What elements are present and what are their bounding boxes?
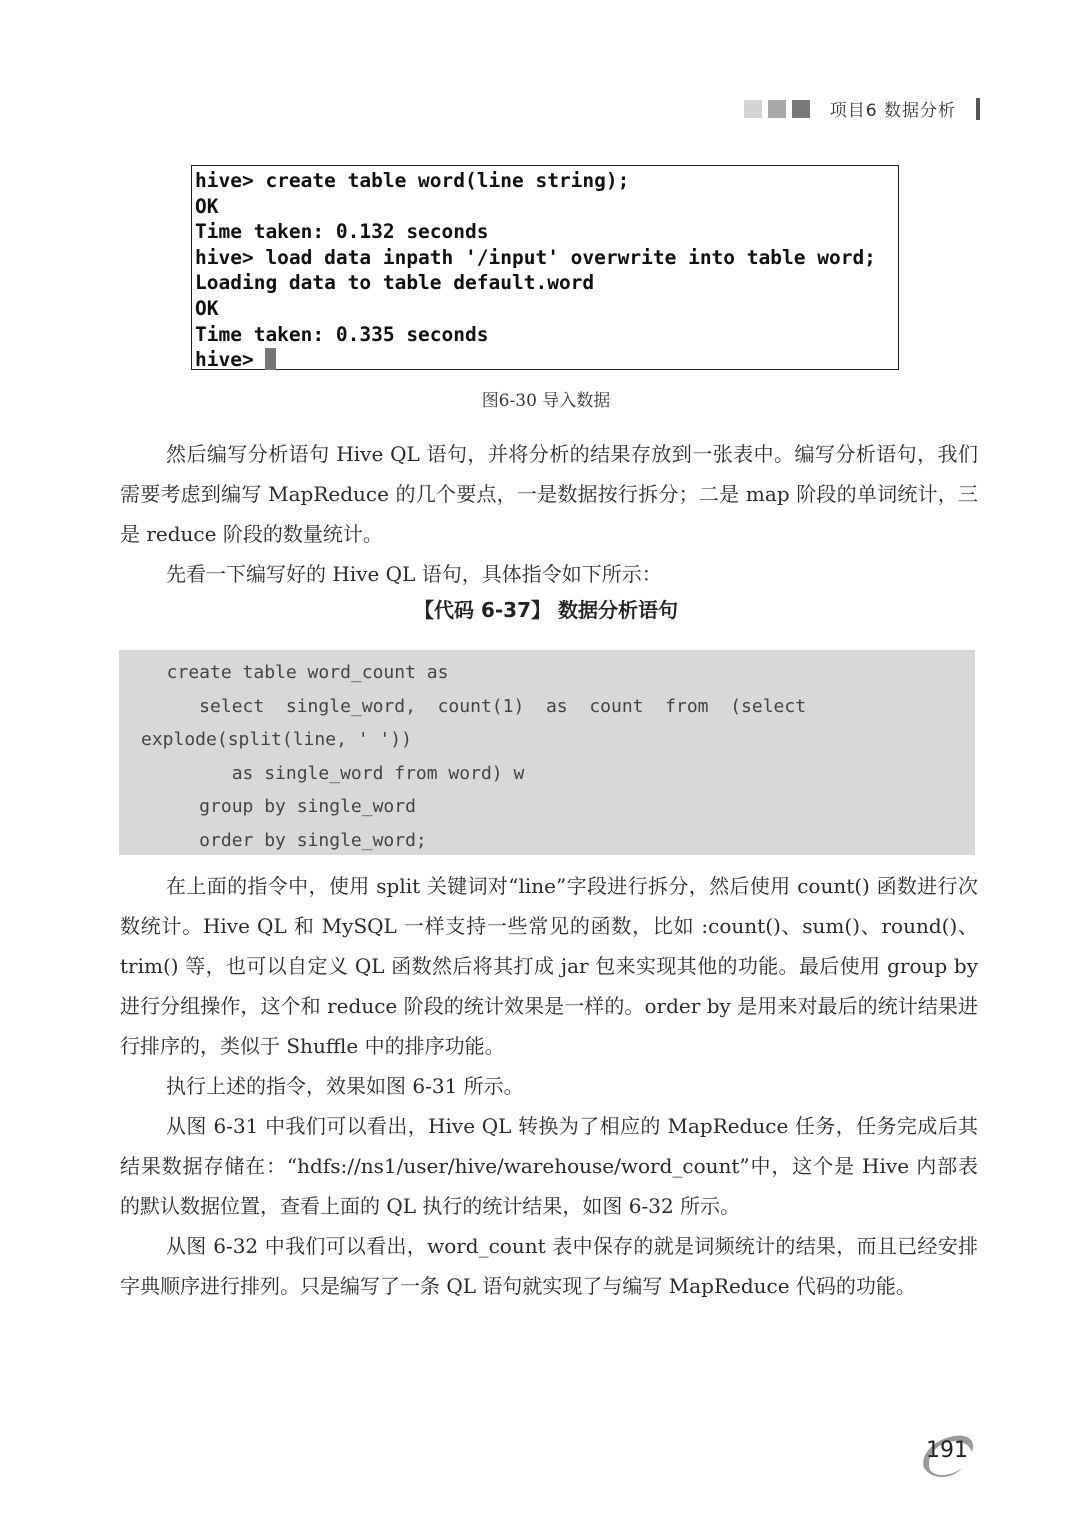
header-bar [976, 98, 980, 120]
header-title: 项目6 数据分析 [829, 101, 956, 121]
code-line: as single_word from word) w [145, 762, 525, 784]
paragraph-3: 在上面的指令中，使用 split 关键词对“line”字段进行拆分，然后使用 count() 函数进行次数统计。Hive QL 和 MySQL 一样支持一些常见的函数，比如 :count()、sum()、round()、trim() 等，也可以自定义 QL 函数然后将其打成 jar 包来实现其他的功能。最后使用 group by 进行分组操作，这个和 reduce 阶段的统计效果是一样的。order by 是用来对最后的统计结果进行排序的，类似于 Shuffle 中的排序功能。 [120, 874, 978, 1058]
header-square-light [744, 100, 762, 118]
terminal-cursor [265, 348, 276, 370]
code-line: order by single_word; [145, 829, 427, 851]
terminal-screenshot [191, 165, 899, 370]
terminal-line: hive> create table word(line string); [195, 169, 630, 192]
paragraph-4: 执行上述的指令，效果如图 6-31 所示。 [166, 1074, 524, 1098]
terminal-line: Time taken: 0.132 seconds [195, 220, 489, 244]
paragraph-5: 从图 6-31 中我们可以看出，Hive QL 转换为了相应的 MapReduce 任务，任务完成后其结果数据存储在：“hdfs://ns1/user/hive/warehouse/word_count”中，这个是 Hive 内部表的默认数据位置，查看上面的 QL 执行的统计结果，如图 6-32 所示。 [120, 1114, 978, 1218]
header-square-medium [768, 100, 786, 118]
figure-caption: 图6-30 导入数据 [481, 391, 611, 411]
page-number-badge [918, 1430, 978, 1480]
terminal-line: OK [195, 296, 219, 320]
terminal-line: hive> load data inpath '/input' overwrite into table word; [195, 245, 876, 269]
terminal-prompt: hive> [195, 348, 266, 372]
terminal-line: Time taken: 0.335 seconds [195, 322, 489, 346]
page-number: 191 [926, 1438, 968, 1463]
terminal-line: Loading data to table default.word [195, 271, 595, 295]
code-block [119, 650, 975, 855]
terminal-prompt-line [195, 347, 898, 373]
code-line: create table word_count as [145, 662, 449, 683]
code-title: 【代码 6-37】 数据分析语句 [414, 598, 678, 622]
code-line: group by single_word [145, 796, 416, 817]
code-line: explode(split(line, ' ')) [141, 729, 412, 750]
paragraph-1: 然后编写分析语句 Hive QL 语句，并将分析的结果存放到一张表中。编写分析语句，我们需要考虑到编写 MapReduce 的几个要点，一是数据按行拆分；二是 map 阶段的单词统计，三是 reduce 阶段的数量统计。 [120, 442, 978, 546]
terminal-line: OK [195, 194, 219, 218]
code-line: select single_word, count(1) as count from (select [145, 695, 807, 717]
running-header [744, 96, 980, 121]
paragraph-2: 先看一下编写好的 Hive QL 语句，具体指令如下所示： [166, 562, 662, 586]
header-square-dark [792, 100, 810, 118]
paragraph-6: 从图 6-32 中我们可以看出，word_count 表中保存的就是词频统计的结果，而且已经安排字典顺序进行排列。只是编写了一条 QL 语句就实现了与编写 MapReduce 代码的功能。 [120, 1234, 978, 1298]
